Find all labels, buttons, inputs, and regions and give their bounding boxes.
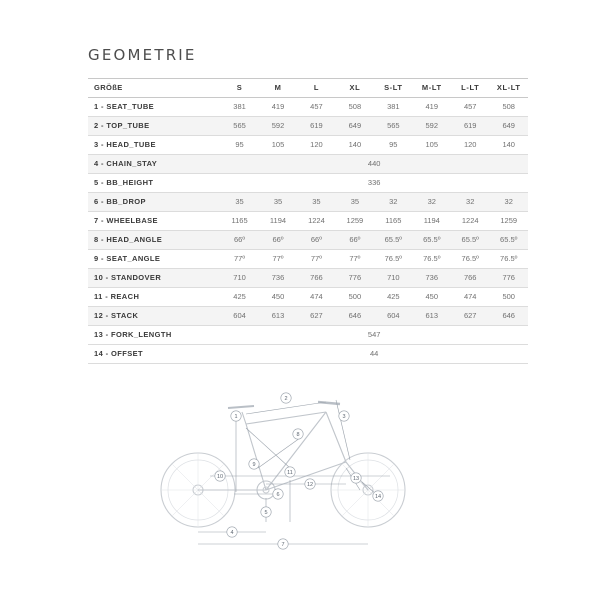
cell-value: 1165 — [374, 212, 412, 231]
table-row — [88, 98, 528, 117]
cell-value: 35 — [336, 193, 374, 212]
cell-value: 140 — [489, 136, 528, 155]
cell-value: 77º — [297, 250, 335, 269]
cell-value: 76.5º — [413, 250, 451, 269]
table-row — [88, 136, 528, 155]
cell-value: 65.5º — [489, 231, 528, 250]
cell-value: 592 — [259, 117, 297, 136]
cell-value: 457 — [297, 98, 335, 117]
cell-value: 500 — [489, 288, 528, 307]
cell-value: 140 — [336, 136, 374, 155]
cell-value: 32 — [413, 193, 451, 212]
column-header-xl: XL — [336, 79, 374, 98]
table-row — [88, 345, 528, 364]
cell-value: 76.5º — [451, 250, 489, 269]
cell-value: 1224 — [451, 212, 489, 231]
cell-value: 76.5º — [489, 250, 528, 269]
cell-value: 450 — [413, 288, 451, 307]
table-row — [88, 212, 528, 231]
callout-label: 6 — [276, 492, 280, 498]
row-label: 10 - STANDOVER — [88, 269, 220, 288]
cell-value: 1194 — [259, 212, 297, 231]
cell-value: 120 — [297, 136, 335, 155]
cell-value: 32 — [451, 193, 489, 212]
callout-label: 8 — [296, 432, 300, 438]
cell-value: 1259 — [489, 212, 528, 231]
cell-value: 710 — [374, 269, 412, 288]
row-label: 12 - STACK — [88, 307, 220, 326]
row-label: 9 - SEAT_ANGLE — [88, 250, 220, 269]
table-row — [88, 155, 528, 174]
cell-value: 32 — [374, 193, 412, 212]
cell-value: 419 — [413, 98, 451, 117]
row-label: 1 - SEAT_TUBE — [88, 98, 220, 117]
callout-label: 2 — [284, 396, 288, 402]
cell-value: 508 — [336, 98, 374, 117]
cell-value: 66º — [297, 231, 335, 250]
row-label: 5 - BB_HEIGHT — [88, 174, 220, 193]
callout-label: 13 — [352, 476, 360, 482]
cell-value: 66º — [259, 231, 297, 250]
bike-diagram-svg — [150, 372, 480, 562]
table-row — [88, 231, 528, 250]
cell-value: 604 — [374, 307, 412, 326]
cell-value: 508 — [489, 98, 528, 117]
cell-value-span: 547 — [220, 326, 528, 345]
cell-value: 1194 — [413, 212, 451, 231]
callout-label: 9 — [252, 462, 256, 468]
cell-value: 95 — [374, 136, 412, 155]
cell-value: 613 — [413, 307, 451, 326]
cell-value: 766 — [297, 269, 335, 288]
cell-value: 646 — [336, 307, 374, 326]
bike-geometry-diagram — [150, 372, 480, 562]
callout-label: 3 — [342, 414, 346, 420]
cell-value: 76.5º — [374, 250, 412, 269]
cell-value: 95 — [220, 136, 258, 155]
cell-value: 1259 — [336, 212, 374, 231]
cell-value: 710 — [220, 269, 258, 288]
cell-value: 565 — [220, 117, 258, 136]
callout-label: 5 — [264, 510, 268, 516]
table-row — [88, 288, 528, 307]
cell-value: 500 — [336, 288, 374, 307]
cell-value: 619 — [297, 117, 335, 136]
row-label: 14 - OFFSET — [88, 345, 220, 364]
cell-value: 419 — [259, 98, 297, 117]
cell-value: 77º — [259, 250, 297, 269]
cell-value: 77º — [336, 250, 374, 269]
cell-value-span: 440 — [220, 155, 528, 174]
cell-value: 776 — [336, 269, 374, 288]
cell-value: 450 — [259, 288, 297, 307]
table-row — [88, 326, 528, 345]
cell-value: 766 — [451, 269, 489, 288]
cell-value: 627 — [297, 307, 335, 326]
table-header-row — [88, 79, 528, 98]
table-header — [88, 79, 528, 98]
cell-value: 592 — [413, 117, 451, 136]
cell-value: 613 — [259, 307, 297, 326]
row-label: 13 - FORK_LENGTH — [88, 326, 220, 345]
page-title: GEOMETRIE — [88, 46, 197, 64]
row-label: 4 - CHAIN_STAY — [88, 155, 220, 174]
cell-value: 65.5º — [413, 231, 451, 250]
column-header-s: S — [220, 79, 258, 98]
cell-value: 66º — [336, 231, 374, 250]
cell-value: 425 — [374, 288, 412, 307]
cell-value: 627 — [451, 307, 489, 326]
cell-value: 35 — [220, 193, 258, 212]
cell-value: 35 — [259, 193, 297, 212]
column-header-size: GRÖßE — [88, 79, 220, 98]
cell-value: 646 — [489, 307, 528, 326]
cell-value: 425 — [220, 288, 258, 307]
row-label: 7 - WHEELBASE — [88, 212, 220, 231]
geometry-table — [88, 78, 528, 364]
cell-value: 381 — [220, 98, 258, 117]
column-header-s-lt: S-LT — [374, 79, 412, 98]
cell-value: 457 — [451, 98, 489, 117]
cell-value: 1224 — [297, 212, 335, 231]
cell-value: 65.5º — [374, 231, 412, 250]
table-row — [88, 174, 528, 193]
cell-value: 35 — [297, 193, 335, 212]
cell-value: 474 — [451, 288, 489, 307]
cell-value-span: 44 — [220, 345, 528, 364]
cell-value: 565 — [374, 117, 412, 136]
table-row — [88, 193, 528, 212]
column-header-m-lt: M-LT — [413, 79, 451, 98]
cell-value: 649 — [336, 117, 374, 136]
row-label: 3 - HEAD_TUBE — [88, 136, 220, 155]
table-row — [88, 250, 528, 269]
callout-label: 7 — [281, 542, 285, 548]
cell-value: 105 — [413, 136, 451, 155]
column-header-m: M — [259, 79, 297, 98]
row-label: 2 - TOP_TUBE — [88, 117, 220, 136]
cell-value: 65.5º — [451, 231, 489, 250]
table-body — [88, 98, 528, 364]
cell-value: 120 — [451, 136, 489, 155]
callout-label: 10 — [216, 474, 224, 480]
cell-value: 32 — [489, 193, 528, 212]
callout-label: 11 — [287, 470, 293, 476]
row-label: 8 - HEAD_ANGLE — [88, 231, 220, 250]
cell-value: 77º — [220, 250, 258, 269]
cell-value: 736 — [259, 269, 297, 288]
cell-value: 66º — [220, 231, 258, 250]
cell-value: 381 — [374, 98, 412, 117]
row-label: 11 - REACH — [88, 288, 220, 307]
callout-label: 1 — [234, 414, 238, 420]
cell-value: 1165 — [220, 212, 258, 231]
cell-value: 105 — [259, 136, 297, 155]
row-label: 6 - BB_DROP — [88, 193, 220, 212]
cell-value-span: 336 — [220, 174, 528, 193]
callout-label: 12 — [306, 482, 314, 488]
cell-value: 649 — [489, 117, 528, 136]
table-row — [88, 117, 528, 136]
cell-value: 604 — [220, 307, 258, 326]
table-row — [88, 269, 528, 288]
cell-value: 776 — [489, 269, 528, 288]
cell-value: 474 — [297, 288, 335, 307]
cell-value: 736 — [413, 269, 451, 288]
bike-silhouette — [161, 402, 405, 527]
table-row — [88, 307, 528, 326]
callout-label: 4 — [230, 530, 234, 536]
column-header-xl-lt: XL-LT — [489, 79, 528, 98]
column-header-l: L — [297, 79, 335, 98]
column-header-l-lt: L-LT — [451, 79, 489, 98]
callout-label: 14 — [374, 494, 382, 500]
cell-value: 619 — [451, 117, 489, 136]
